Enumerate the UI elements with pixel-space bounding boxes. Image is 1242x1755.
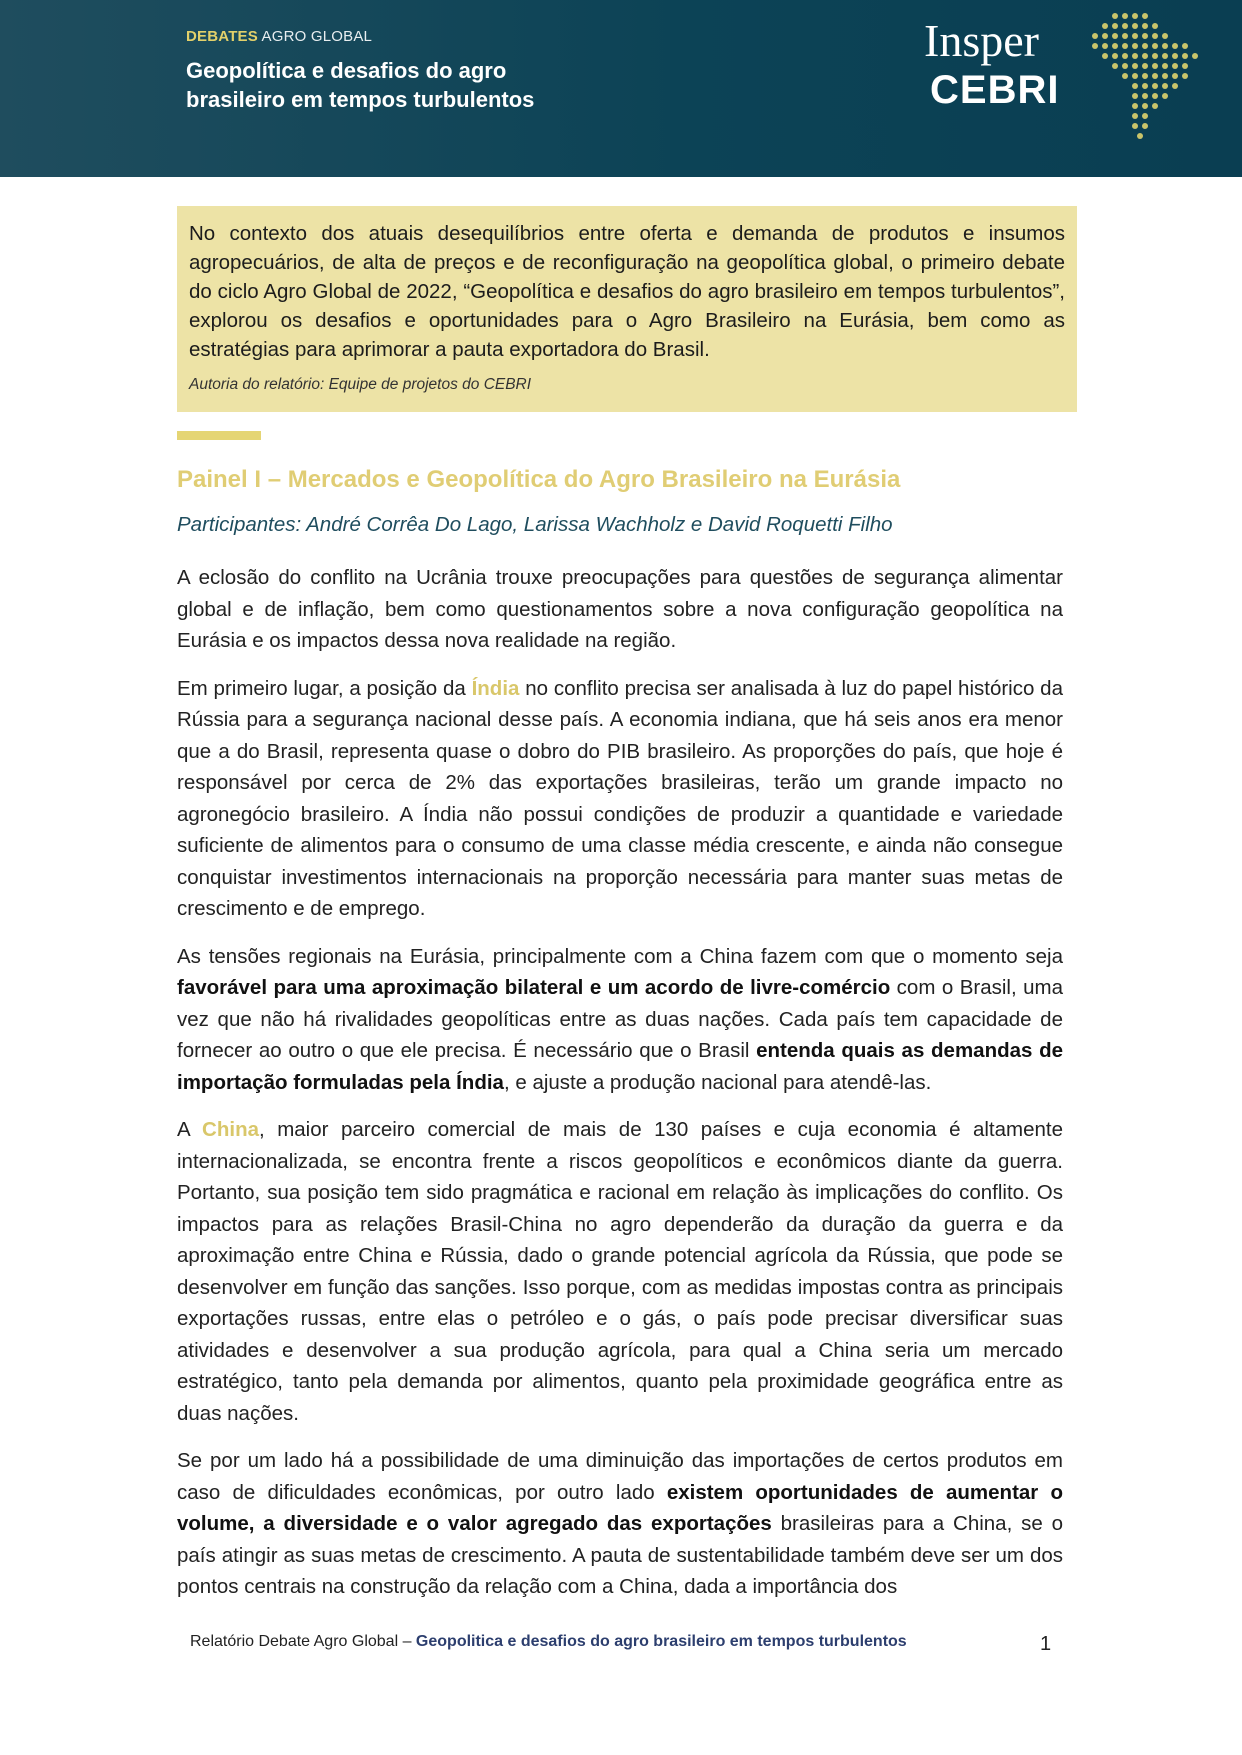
p5-text-a: Se por um lado há a possibilidade de uma diminuição das importações de certos produtos em caso de dificuldades econômicas, por outro lado (177, 1449, 1063, 1504)
p4-text-b: , maior parceiro comercial de mais de 130 países e cuja economia é altamente internacionalizada, se encontra frente a riscos geopolíticos e econômicos diante da guerra. Portanto, sua posição tem sido pragmática e racional em relação às implicações do conflito. Os impactos para as relações Brasil-China no agro dependerão da duração da guerra e da aproximação entre China e Rússia, dado o grande potencial agrícola da Rússia, que pode se desenvolver em função das sanções. Isso porque, com as medidas impostas contra as principais exportações russas, entre elas o petróleo e o gás, o país pode precisar diversificar suas atividades e desenvolver a sua produção agrícola, para qual a China seria um mercado estratégico, tanto pela demanda por alimentos, quanto pela proximidade geográfica entre as duas nações. (177, 1118, 1063, 1425)
paragraph-2 (177, 673, 1063, 925)
intro-author: Autoria do relatório: Equipe de projetos do CEBRI (189, 376, 532, 393)
banner-title (186, 56, 786, 114)
section-divider (177, 431, 261, 440)
p3-text-b: com o Brasil, uma vez que não há rivalidades geopolíticas entre as duas nações. Cada país tem capacidade de fornecer ao outro o que ele precisa. É necessário que o Brasil (177, 976, 1063, 1062)
p2-text-a: Em primeiro lugar, a posição da (177, 676, 472, 700)
p3-text-a: As tensões regionais na Eurásia, principalmente com a China fazem com que o momento seja (177, 944, 1063, 968)
highlight-china: China (202, 1118, 259, 1141)
page-footer (190, 1633, 907, 1651)
series-label (186, 28, 372, 45)
footer-prefix: Relatório Debate Agro Global – (190, 1633, 416, 1650)
banner-title-line1: Geopolítica e desafios do agro (186, 58, 507, 83)
insper-logo: Insper (924, 15, 1039, 66)
p3-bold-2: entenda quais as demandas de importação formuladas pela Índia (177, 1039, 1064, 1094)
highlight-india: Índia (471, 676, 520, 700)
panel-participants: Participantes: André Corrêa Do Lago, Larissa Wachholz e David Roquetti Filho (177, 513, 893, 536)
p3-bold-1: favorável para uma aproximação bilateral e um acordo de livre-comércio (177, 976, 891, 999)
series-rest: AGRO GLOBAL (257, 28, 373, 45)
paragraph-3 (177, 941, 1063, 1099)
p4-text-a: A (177, 1118, 203, 1141)
cebri-logo: CEBRI (930, 68, 1060, 112)
body-text (177, 562, 1063, 1619)
intro-box (177, 206, 1077, 412)
banner-title-line2: brasileiro em tempos turbulentos (186, 87, 535, 112)
p2-text-b: no conflito precisa ser analisada à luz do papel histórico da Rússia para a segurança nacional desse país. A economia indiana, que há seis anos era menor que a do Brasil, representa quase o dobro do PIB brasileiro. As proporções do país, que hoje é responsável por cerca de 2% das exportações brasileiras, terão um grande impacto no agronegócio brasileiro. A Índia não possui condições de produzir a quantidade e variedade suficiente de alimentos para o consumo de uma classe média crescente, e ainda não consegue conquistar investimentos internacionais na proporção necessária para manter suas metas de crescimento e de emprego. (177, 676, 1063, 920)
paragraph-4 (177, 1114, 1063, 1429)
footer-title: Geopolitica e desafios do agro brasileiro em tempos turbulentos (415, 1633, 907, 1650)
dotted-map-icon (1085, 6, 1235, 156)
panel-title: Painel I – Mercados e Geopolítica do Agro Brasileiro na Eurásia (177, 466, 901, 493)
paragraph-5 (177, 1445, 1063, 1603)
p5-text-b: brasileiras para a China, se o país atingir as suas metas de crescimento. A pauta de sustentabilidade também deve ser um dos pontos centrais na construção da relação com a China, dada a importância dos (177, 1512, 1063, 1598)
p5-bold-1: existem oportunidades de aumentar o volume, a diversidade e o valor agregado das exportações (177, 1480, 1063, 1535)
series-highlight: DEBATES (186, 28, 258, 45)
page-number: 1 (1040, 1633, 1052, 1655)
paragraph-1: A eclosão do conflito na Ucrânia trouxe preocupações para questões de segurança alimentar global e de inflação, bem como questionamentos sobre a nova configuração geopolítica na Eurásia e os impactos dessa nova realidade na região. (177, 566, 1063, 652)
header-banner (0, 0, 1242, 177)
p3-text-c: , e ajuste a produção nacional para atendê-las. (503, 1070, 932, 1094)
intro-text: No contexto dos atuais desequilíbrios entre oferta e demanda de produtos e insumos agropecuários, de alta de preços e de reconfiguração na geopolítica global, o primeiro debate do ciclo Agro Global de 2022, “Geopolítica e desafios do agro brasileiro em tempos turbulentos”, explorou os desafios e oportunidades para o Agro Brasileiro na Eurásia, bem como as estratégias para aprimorar a pauta exportadora do Brasil. (189, 222, 1065, 361)
